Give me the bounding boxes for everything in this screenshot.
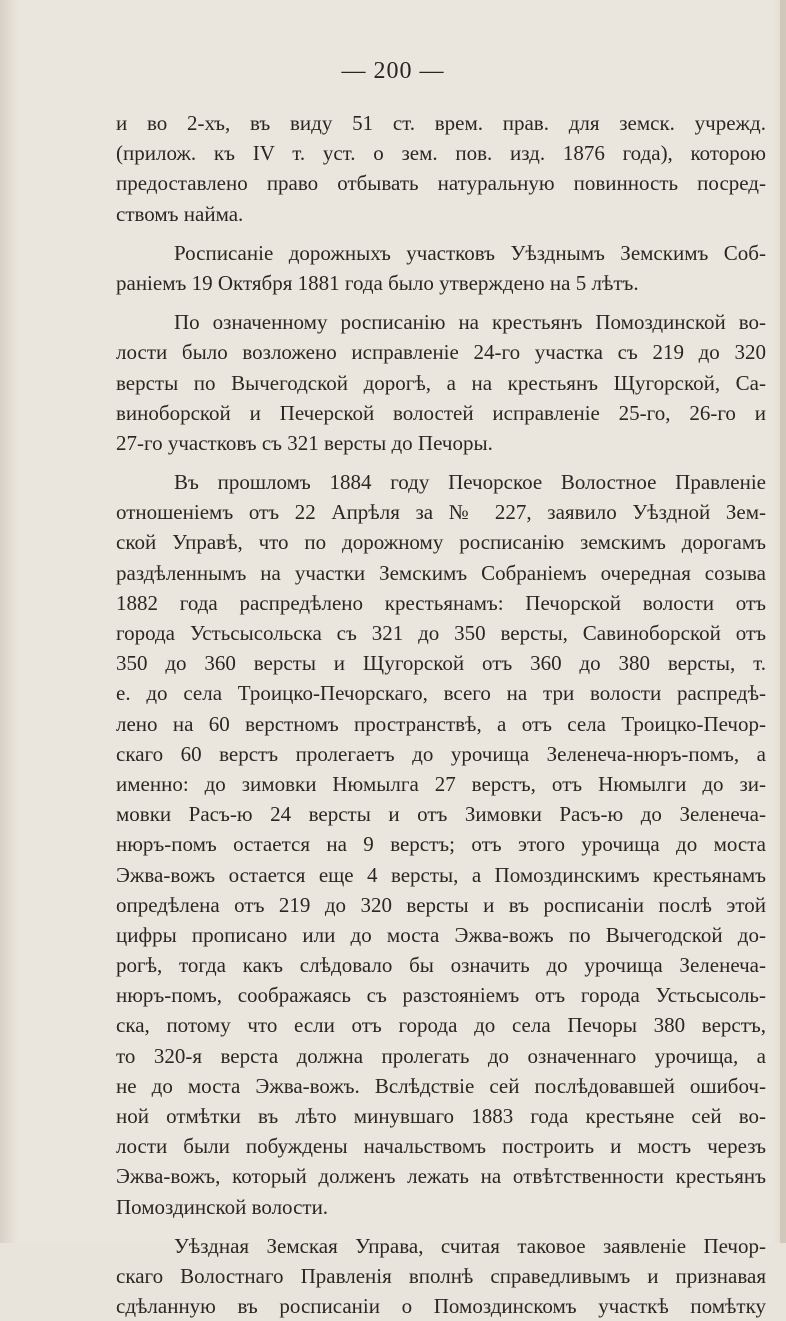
- paragraph-gap: [116, 298, 766, 307]
- text-line: нюръ-помъ остается на 9 верстъ; отъ этого урочища до моста: [116, 832, 766, 857]
- text-line: (прилож. къ IV т. уст. о зем. пов. изд. 1876 года), которою: [116, 141, 766, 166]
- text-line: лости было возложено исправленіе 24-го участка съ 219 до 320: [116, 340, 766, 365]
- text-line: 27-го участковъ съ 321 версты до Печоры.: [116, 430, 493, 455]
- paragraph-gap: [116, 1222, 766, 1231]
- text-line: отношеніемъ отъ 22 Апрѣля за № 227, заявило Уѣздной Зем-: [116, 500, 766, 525]
- text-line: сдѣланную въ росписаніи о Помоздинскомъ участкѣ помѣтку: [116, 1294, 766, 1319]
- paragraph-gap: [116, 458, 766, 467]
- text-line: мовки Расъ-ю 24 версты и отъ Зимовки Расъ-ю до Зеленеча-: [116, 802, 766, 827]
- text-line: именно: до зимовки Нюмылга 27 верстъ, отъ Нюмылги до зи-: [116, 771, 766, 796]
- text-line: раздѣленнымъ на участки Земскимъ Собраніемъ очередная созыва: [116, 560, 766, 585]
- text-line: ской Управѣ, что по дорожному росписанію земскимъ дорогамъ: [116, 530, 766, 555]
- text-line: виноборской и Печерской волостей исправленіе 25-го, 26-го и: [116, 400, 766, 425]
- text-line: опредѣлена отъ 219 до 320 версты и въ росписаніи послѣ этой: [116, 892, 766, 917]
- text-line: нюръ-помъ, соображаясь съ разстояніемъ отъ города Устьсысоль-: [116, 983, 766, 1008]
- text-line: Росписаніе дорожныхъ участковъ Уѣзднымъ Земскимъ Соб-: [174, 240, 766, 265]
- text-line: ска, потому что если отъ города до села Печоры 380 верстъ,: [116, 1013, 766, 1038]
- text-line: 350 до 360 версты и Щугорской отъ 360 до 380 версты, т.: [116, 651, 766, 676]
- text-line: рогѣ, тогда какъ слѣдовало бы означить до урочища Зеленеча-: [116, 953, 766, 978]
- text-line: ствомъ найма.: [116, 201, 244, 226]
- page-number: — 200 —: [341, 58, 445, 84]
- text-line: скаго 60 верстъ пролегаетъ до урочища Зеленеча-нюръ-помъ, а: [116, 741, 766, 766]
- text-line: раніемъ 19 Октября 1881 года было утверждено на 5 лѣтъ.: [116, 270, 639, 295]
- paragraph: [116, 1231, 766, 1321]
- text-line: предоставлено право отбывать натуральную повинность посред-: [116, 171, 766, 196]
- text-line: цифры прописано или до моста Эжва-вожъ по Вычегодской до-: [116, 922, 766, 947]
- text-line: Эжва-вожъ, который долженъ лежать на отвѣтственности крестьянъ: [116, 1164, 766, 1189]
- text-line: Помоздинской волости.: [116, 1194, 329, 1219]
- text-line: лости были побуждены начальствомъ построить и мостъ черезъ: [116, 1134, 766, 1159]
- text-line: Эжва-вожъ остается еще 4 версты, а Помоздинскимъ крестьянамъ: [116, 862, 766, 887]
- page-edge: [780, 0, 786, 1243]
- paragraph: [116, 467, 766, 1222]
- text-line: не до моста Эжва-вожъ. Вслѣдствіе сей послѣдовавшей ошибоч-: [116, 1073, 766, 1098]
- paragraph: [116, 108, 766, 229]
- text-line: города Устьсысольска съ 321 до 350 версты, Савиноборской отъ: [116, 621, 766, 645]
- text-line: е. до села Троицко-Печорскаго, всего на три волости распредѣ-: [116, 681, 766, 706]
- text-line: Уѣздная Земская Управа, считая таковое заявленіе Печор-: [174, 1233, 766, 1258]
- body-text: [116, 108, 766, 1321]
- text-line: то 320-я верста должна пролегать до означеннаго урочища, а: [116, 1043, 766, 1068]
- text-line: скаго Волостнаго Правленія вполнѣ справедливымъ и признавая: [116, 1263, 766, 1288]
- text-line: лено на 60 верстномъ пространствѣ, а отъ села Троицко-Печор-: [116, 711, 766, 736]
- text-line: По означенному росписанію на крестьянъ Помоздинской во-: [174, 310, 766, 335]
- text-line: ной отмѣтки въ лѣто минувшаго 1883 года крестьяне сей во-: [116, 1104, 766, 1128]
- text-line: версты по Вычегодской дорогѣ, а на крестьянъ Щугорской, Са-: [116, 370, 766, 395]
- text-line: и во 2-хъ, въ виду 51 ст. врем. прав. для земск. учрежд.: [116, 111, 766, 135]
- paragraph: [116, 238, 766, 298]
- text-line: 1882 года распредѣлено крестьянамъ: Печорской волости отъ: [116, 590, 766, 615]
- text-line: Въ прошломъ 1884 году Печорское Волостное Правленіе: [174, 470, 766, 495]
- paragraph-gap: [116, 229, 766, 238]
- paragraph: [116, 307, 766, 458]
